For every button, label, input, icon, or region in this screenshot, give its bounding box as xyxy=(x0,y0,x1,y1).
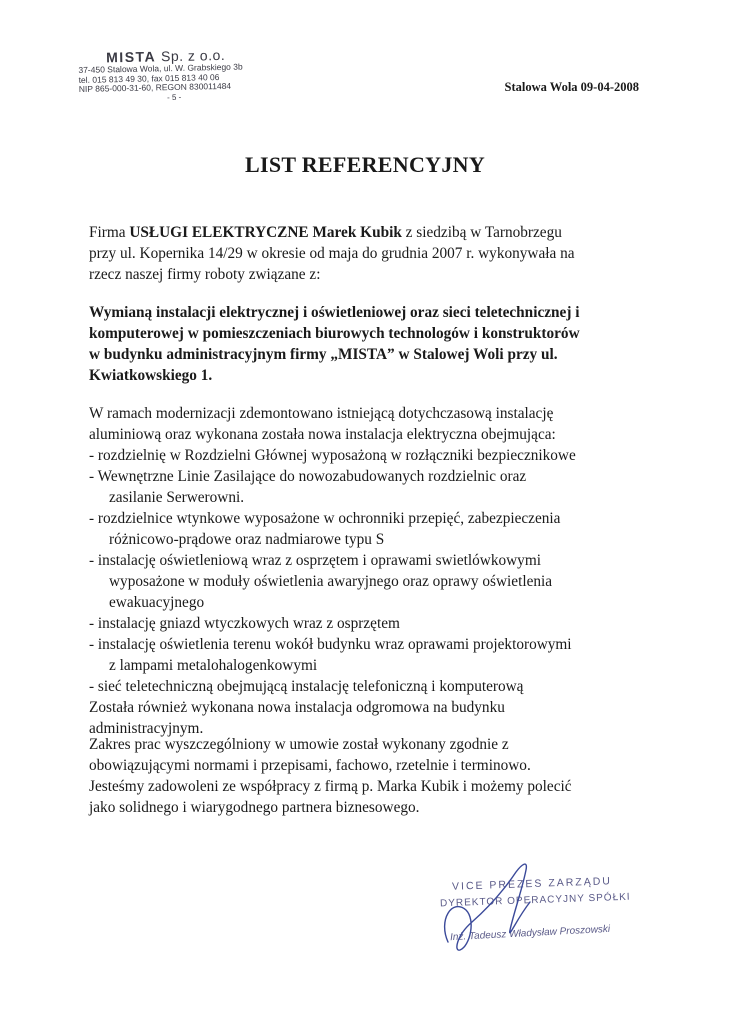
company-letterhead-stamp xyxy=(78,47,243,104)
closing-line: obowiązującymi normami i przepisami, fachowo, rzetelnie i terminowo. xyxy=(89,757,531,774)
works-outro-line: administracyjnym. xyxy=(89,720,204,737)
list-item: - sieć teletechniczną obejmującą instalację telefoniczną i komputerową xyxy=(89,678,524,695)
list-item: - rozdzielnice wtynkowe wyposażone w ochronniki przepięć, zabezpieczenia różnicowo-prądowe oraz nadmiarowe typu S xyxy=(89,510,561,548)
intro-paragraph xyxy=(89,222,649,285)
list-item: - Wewnętrzne Linie Zasilające do nowozabudowanych rozdzielnic oraz zasilanie Serwerowni. xyxy=(89,468,527,506)
letterhead-company-name: MISTA Sp. z o.o. xyxy=(105,46,226,66)
scope-line: Wymianą instalacji elektrycznej i oświetleniowej oraz sieci teletechnicznej i xyxy=(89,304,580,321)
letterhead-nip-regon: NIP 865-000-31-60, REGON 830011484 xyxy=(78,80,232,94)
closing-paragraph xyxy=(89,734,649,818)
closing-line: jako solidnego i wiarygodnego partnera biznesowego. xyxy=(89,799,420,816)
works-intro-line: W ramach modernizacji zdemontowano istniejącą dotychczasową instalację xyxy=(89,405,554,422)
letterhead-address: 37-450 Stalowa Wola, ul. W. Grabskiego 3b xyxy=(78,61,243,75)
list-item: - instalację gniazd wtyczkowych wraz z osprzętem xyxy=(89,615,400,632)
signature-stroke xyxy=(445,864,530,950)
list-item: - instalację oświetlenia terenu wokół budynku wraz oprawami projektorowymi z lampami metalohalogenkowymi xyxy=(89,636,572,674)
scope-paragraph xyxy=(89,302,649,386)
letterhead-number: - 5 - xyxy=(166,92,182,102)
letter-title: LIST REFERENCYJNY xyxy=(244,152,486,177)
scope-line: komputerowej w pomieszczeniach biurowych technologów i konstruktorów xyxy=(89,325,580,342)
scope-line: w budynku administracyjnym firmy „MISTA” w Stalowej Woli przy ul. xyxy=(89,346,558,363)
handwritten-signature xyxy=(430,850,580,960)
letterhead-phone-fax: tel. 015 813 49 30, fax 015 813 40 06 xyxy=(78,71,220,85)
letterhead-company-suffix: Sp. z o.o. xyxy=(160,46,226,65)
intro-line-3: rzecz naszej firmy roboty związane z: xyxy=(89,266,321,283)
closing-line: Jesteśmy zadowoleni ze współpracy z firmą p. Marka Kubik i możemy polecić xyxy=(89,778,572,795)
scope-line: Kwiatkowskiego 1. xyxy=(89,367,213,384)
works-outro-line: Została również wykonana nowa instalacja odgromowa na budynku xyxy=(89,699,505,716)
list-item: - rozdzielnię w Rozdzielni Głównej wyposażoną w rozłączniki bezpiecznikowe xyxy=(89,447,576,464)
signature-stamp-name: Inż. Tadeusz Władysław Proszowski xyxy=(449,923,611,944)
signature-stamp-role: DYREKTOR OPERACYJNY SPÓŁKI xyxy=(439,891,631,910)
works-paragraph xyxy=(89,403,649,739)
signature-stamp-position: VICE PREZES ZARZĄDU xyxy=(451,875,613,893)
letter-date: Stalowa Wola 09-04-2008 xyxy=(504,80,639,94)
closing-line: Zakres prac wyszczególniony w umowie został wykonany zgodnie z xyxy=(89,736,509,753)
list-item: - instalację oświetleniową wraz z osprzętem i oprawami swietlówkowymi wyposażone w moduły oświetlenia awaryjnego oraz oprawy oświetlenia ewakuacyjnego xyxy=(89,552,553,611)
intro-line-2: przy ul. Kopernika 14/29 w okresie od maja do grudnia 2007 r. wykonywała na xyxy=(89,245,575,262)
works-list xyxy=(89,445,649,697)
contractor-name: USŁUGI ELEKTRYCZNE Marek Kubik xyxy=(129,224,402,241)
intro-line-1: Firma USŁUGI ELEKTRYCZNE Marek Kubik z siedzibą w Tarnobrzegu xyxy=(89,224,562,241)
works-intro-line: aluminiową oraz wykonana została nowa instalacja elektryczna obejmująca: xyxy=(89,426,556,443)
